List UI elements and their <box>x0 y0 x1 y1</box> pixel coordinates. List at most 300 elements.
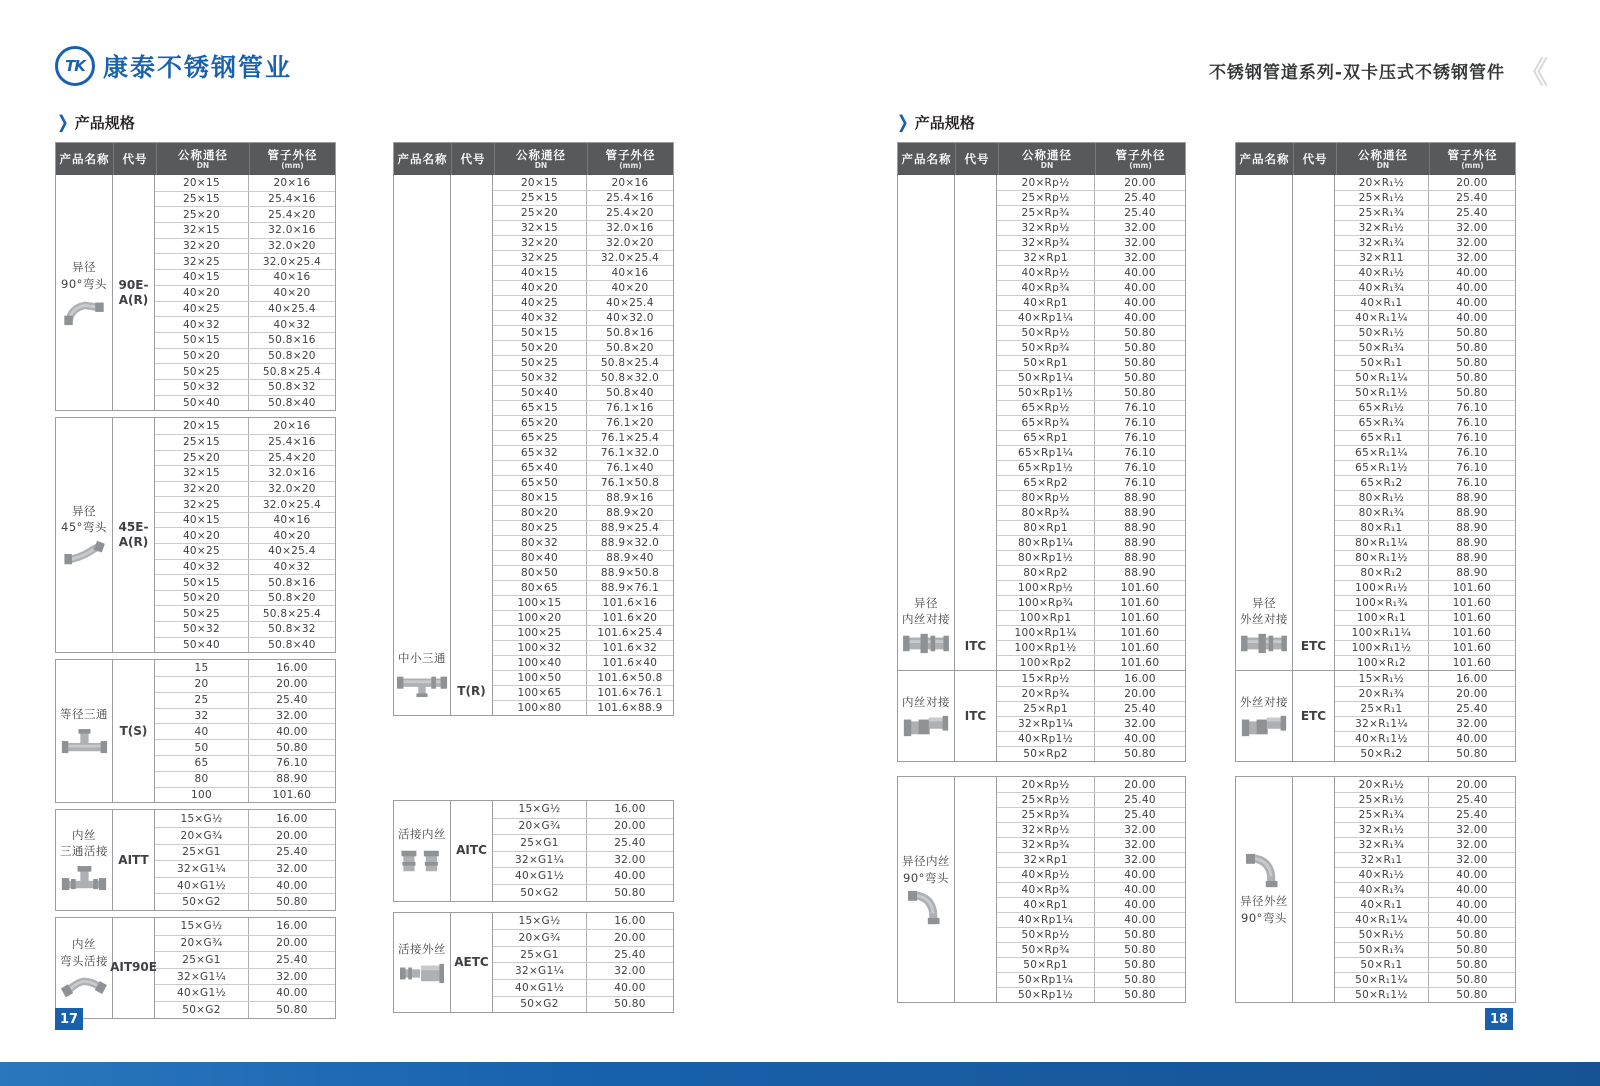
od-cell: 101.60 <box>1452 657 1492 669</box>
od-cell: 32.0×16 <box>268 467 316 480</box>
od-cell: 50.80 <box>1456 357 1488 369</box>
spec-row <box>493 979 673 996</box>
dn-cell: 32 <box>155 709 249 724</box>
od-cell: 25.40 <box>1124 192 1156 204</box>
od-cell: 32.00 <box>1124 222 1156 234</box>
spec-row <box>493 818 673 835</box>
spec-row <box>155 918 335 935</box>
spec-row <box>155 739 335 755</box>
od-cell: 101.60 <box>1120 612 1160 624</box>
spec-row <box>493 851 673 868</box>
header-label: 公称通径 <box>1022 147 1073 162</box>
od-cell: 16.00 <box>1124 672 1156 685</box>
dn-cell: 65×R₁1½ <box>1335 461 1429 475</box>
spec-row <box>1335 701 1515 716</box>
header-label: 公称通径 <box>1357 147 1408 162</box>
spec-row <box>997 987 1185 1002</box>
dn-cell: 100×Rp¾ <box>997 596 1095 610</box>
od-cell: 25.40 <box>1456 207 1488 219</box>
od-cell: 76.10 <box>1456 462 1488 474</box>
spec-rows <box>997 777 1185 1002</box>
od-cell: 76.10 <box>1456 402 1488 414</box>
spec-row <box>155 434 335 450</box>
dn-cell: 100×15 <box>493 596 587 610</box>
spec-row <box>155 590 335 606</box>
od-cell: 32.0×25.4 <box>262 498 322 511</box>
product-image-union-male <box>398 962 446 984</box>
spec-rows <box>1335 671 1515 761</box>
dn-cell: 40 <box>155 724 249 739</box>
spec-row <box>493 370 673 385</box>
spec-row <box>1335 822 1515 837</box>
dn-cell: 32×Rp1 <box>997 853 1095 867</box>
od-cell: 25.40 <box>1456 794 1488 806</box>
spec-row <box>997 325 1185 340</box>
od-cell: 16.00 <box>276 662 308 675</box>
spec-row <box>997 415 1185 430</box>
dn-cell: 25×G1 <box>493 835 587 851</box>
spec-row <box>493 834 673 851</box>
spec-row <box>493 962 673 979</box>
dn-cell: 40×25 <box>155 544 249 559</box>
dn-cell: 25×G1 <box>155 845 249 861</box>
product-name-cell <box>56 418 113 652</box>
header-cell <box>56 143 113 175</box>
spec-row <box>155 269 335 285</box>
spec-rows <box>155 418 335 652</box>
spec-row <box>1335 957 1515 972</box>
od-cell: 20.00 <box>276 937 308 950</box>
od-cell: 88.90 <box>1456 552 1488 564</box>
dn-cell: 15×Rp½ <box>997 671 1095 686</box>
product-name-line: 异径 <box>71 503 96 518</box>
od-cell: 20.00 <box>1124 176 1156 189</box>
page-number-right: 18 <box>1485 1008 1513 1030</box>
dn-cell: 40×32 <box>493 311 587 325</box>
bottom-bar <box>0 1062 1600 1086</box>
spec-row <box>155 860 335 877</box>
dn-cell: 50×Rp¾ <box>997 341 1095 355</box>
dn-cell: 40×R₁¾ <box>1335 883 1429 897</box>
dn-cell: 40×R₁½ <box>1335 266 1429 280</box>
table-header-row <box>1236 143 1515 175</box>
spec-row <box>493 175 673 190</box>
spec-table <box>55 142 336 411</box>
product-name-line: 异径内丝 <box>902 853 950 868</box>
spec-row <box>1335 460 1515 475</box>
dn-cell: 50×R₁1½ <box>1335 988 1429 1002</box>
spec-row <box>1335 640 1515 655</box>
header-label: 公称通径 <box>515 147 566 162</box>
od-cell: 40×32 <box>273 560 311 573</box>
spec-rows <box>493 801 673 901</box>
header-label: 代号 <box>460 151 486 166</box>
product-name-line: 90°弯头 <box>903 870 949 885</box>
od-cell: 50.80 <box>1456 327 1488 339</box>
od-cell: 20.00 <box>276 829 308 842</box>
spec-row <box>1335 912 1515 927</box>
product-block <box>56 418 335 652</box>
od-cell: 50.80 <box>1124 944 1156 956</box>
product-name <box>1240 595 1288 628</box>
dn-cell: 15 <box>155 660 249 676</box>
dn-cell: 32×25 <box>155 497 249 512</box>
od-cell: 32.0×25.4 <box>262 255 322 268</box>
spec-row <box>155 676 335 692</box>
od-cell: 16.00 <box>276 920 308 933</box>
spec-row <box>1335 475 1515 490</box>
spec-row <box>493 610 673 625</box>
dn-cell: 40×25 <box>493 296 587 310</box>
od-cell: 88.90 <box>1456 507 1488 519</box>
product-name-line: 内丝 <box>72 937 96 952</box>
spec-row <box>493 550 673 565</box>
dn-cell: 40×20 <box>155 286 249 301</box>
header-sublabel: DN <box>534 160 548 170</box>
od-cell: 76.10 <box>1124 462 1156 474</box>
product-name-line: 外丝对接 <box>1240 694 1288 709</box>
od-cell: 50.8×16 <box>268 576 316 589</box>
dn-cell: 50×20 <box>155 591 249 606</box>
dn-cell: 50×Rp1 <box>997 356 1095 370</box>
dn-cell: 25×R₁¾ <box>1335 808 1429 822</box>
od-cell: 50.8×40 <box>268 396 316 409</box>
dn-cell: 65×Rp1½ <box>997 461 1095 475</box>
dn-cell: 65×R₁1 <box>1335 431 1429 445</box>
od-cell: 32.00 <box>1456 718 1488 730</box>
spec-row <box>997 190 1185 205</box>
dn-cell: 50×15 <box>155 575 249 590</box>
dn-cell: 65×40 <box>493 461 587 475</box>
product-name-cell <box>394 801 451 901</box>
spec-row <box>155 893 335 910</box>
dn-cell: 50×32 <box>155 622 249 637</box>
od-cell: 101.6×32 <box>602 642 658 654</box>
dn-cell: 25×20 <box>155 451 249 466</box>
dn-cell: 20 <box>155 677 249 692</box>
spec-row <box>1335 340 1515 355</box>
spec-row <box>997 807 1185 822</box>
spec-rows <box>1335 777 1515 1002</box>
dn-cell: 65×Rp1¼ <box>997 446 1095 460</box>
product-name <box>60 936 108 969</box>
product-code-line: AETC <box>454 954 489 969</box>
spec-column-1 <box>55 142 336 1019</box>
dn-cell: 32×R11 <box>1335 251 1429 265</box>
product-image-threaded-elbow-90 <box>906 890 946 926</box>
dn-cell: 25×R₁½ <box>1335 191 1429 205</box>
spec-row <box>1335 400 1515 415</box>
od-cell: 76.10 <box>1456 477 1488 489</box>
spec-row <box>997 220 1185 235</box>
header-cell <box>1236 143 1293 175</box>
od-cell: 101.60 <box>1452 627 1492 639</box>
spec-row <box>155 527 335 543</box>
spec-row <box>493 235 673 250</box>
product-name <box>60 706 108 723</box>
product-code-line: 90E- <box>118 277 149 292</box>
od-cell: 40.00 <box>1124 884 1156 896</box>
header-label: 管子外径 <box>1447 147 1498 162</box>
product-block <box>394 801 673 901</box>
od-cell: 40×25.4 <box>268 545 316 558</box>
od-cell: 50.80 <box>1456 342 1488 354</box>
od-cell: 50.80 <box>276 896 308 909</box>
dn-cell: 25×15 <box>493 191 587 205</box>
product-code-cell <box>110 918 157 1018</box>
od-cell: 16.00 <box>614 803 646 816</box>
product-name-line: 活接内丝 <box>398 827 446 842</box>
spec-row <box>155 877 335 894</box>
od-cell: 88.90 <box>1456 492 1488 504</box>
product-code-line: A(R) <box>118 292 149 307</box>
product-block <box>1236 670 1515 761</box>
dn-cell: 65×15 <box>493 401 587 415</box>
product-name-cell <box>898 175 955 670</box>
dn-cell: 40×Rp½ <box>997 266 1095 280</box>
od-cell: 50.80 <box>1456 974 1488 986</box>
dn-cell: 80×25 <box>493 521 587 535</box>
spec-table <box>1235 142 1516 762</box>
product-code-line: ETC <box>1300 708 1327 723</box>
spec-column-2 <box>393 142 674 1013</box>
spec-row <box>997 716 1185 731</box>
dn-cell: 100×R₁½ <box>1335 581 1429 595</box>
spec-row <box>493 460 673 475</box>
od-cell: 40.00 <box>1456 733 1488 745</box>
spec-row <box>1335 265 1515 280</box>
od-cell: 25.40 <box>614 836 646 849</box>
spec-row <box>493 265 673 280</box>
dn-cell: 32×Rp¾ <box>997 236 1095 250</box>
dn-cell: 65×Rp2 <box>997 476 1095 490</box>
product-image-female-union <box>1239 632 1289 654</box>
dn-cell: 40×25 <box>155 302 249 317</box>
product-code-cell <box>451 801 493 901</box>
spec-row <box>1335 972 1515 987</box>
dn-cell: 50×R₁¾ <box>1335 943 1429 957</box>
od-cell: 76.1×50.8 <box>600 477 660 489</box>
brand-logo-text: 康泰不锈钢管业 <box>103 53 293 82</box>
dn-cell: 80×Rp2 <box>997 566 1095 580</box>
dn-cell: 32×Rp½ <box>997 221 1095 235</box>
od-cell: 50.80 <box>1124 974 1156 986</box>
od-cell: 32.00 <box>614 853 646 866</box>
dn-cell: 32×G1¼ <box>155 861 249 877</box>
od-cell: 32.0×20 <box>268 482 316 495</box>
spec-row <box>493 355 673 370</box>
od-cell: 40×20 <box>273 287 311 300</box>
spec-row <box>997 400 1185 415</box>
dn-cell: 80×50 <box>493 566 587 580</box>
od-cell: 40.00 <box>1456 267 1488 279</box>
od-cell: 50.8×25.4 <box>600 357 660 369</box>
od-cell: 32.0×20 <box>268 240 316 253</box>
spec-row <box>493 580 673 595</box>
dn-cell: 80×R₁1½ <box>1335 551 1429 565</box>
od-cell: 76.1×32.0 <box>600 447 660 459</box>
od-cell: 20.00 <box>1456 778 1488 791</box>
dn-cell: 50×Rp¾ <box>997 943 1095 957</box>
spec-table <box>55 809 336 911</box>
product-code-line: 45E- <box>118 520 149 535</box>
dn-cell: 100×Rp1¼ <box>997 626 1095 640</box>
header-cell <box>587 143 673 175</box>
od-cell: 76.10 <box>276 757 308 770</box>
od-cell: 50.80 <box>276 741 308 754</box>
spec-row <box>155 191 335 207</box>
od-cell: 50.80 <box>1124 748 1156 760</box>
spec-row <box>1335 370 1515 385</box>
product-image-elbow-90 <box>62 296 106 326</box>
od-cell: 50.8×32 <box>268 381 316 394</box>
od-cell: 50.8×32 <box>268 623 316 636</box>
spec-row <box>155 238 335 254</box>
dn-cell: 15×G½ <box>155 810 249 827</box>
dn-cell: 32×20 <box>155 482 249 497</box>
product-name-cell <box>1236 671 1293 761</box>
product-code-cell <box>955 175 997 670</box>
spec-row <box>493 535 673 550</box>
spec-row <box>1335 175 1515 190</box>
od-cell: 32.00 <box>1456 222 1488 234</box>
spec-rows <box>493 175 673 715</box>
product-image-female-union <box>901 632 951 654</box>
dn-cell: 25×R₁½ <box>1335 793 1429 807</box>
dn-cell: 100×R₁1 <box>1335 611 1429 625</box>
od-cell: 101.60 <box>1452 582 1492 594</box>
spec-row <box>155 574 335 590</box>
spec-row <box>997 340 1185 355</box>
dn-cell: 20×R₁¾ <box>1335 687 1429 701</box>
product-block <box>394 913 673 1013</box>
od-cell: 50.80 <box>1456 929 1488 941</box>
spec-column-4 <box>1235 142 1516 1003</box>
dn-cell: 40×15 <box>155 513 249 528</box>
spec-row <box>493 505 673 520</box>
od-cell: 88.90 <box>1124 522 1156 534</box>
section-title-left <box>57 112 135 133</box>
corner-chevron-icon: 《 <box>1518 56 1548 91</box>
dn-cell: 20×Rp¾ <box>997 687 1095 701</box>
od-cell: 88.90 <box>1124 507 1156 519</box>
dn-cell: 40×15 <box>155 270 249 285</box>
spec-row <box>997 580 1185 595</box>
dn-cell: 100×20 <box>493 611 587 625</box>
dn-cell: 50×Rp½ <box>997 326 1095 340</box>
od-cell: 25.40 <box>1124 809 1156 821</box>
spec-row <box>1335 490 1515 505</box>
od-cell: 76.10 <box>1456 447 1488 459</box>
od-cell: 32.00 <box>276 862 308 875</box>
od-cell: 40.00 <box>1456 884 1488 896</box>
spec-row <box>155 418 335 434</box>
spec-row <box>1335 987 1515 1002</box>
spec-row <box>1335 867 1515 882</box>
od-cell: 32.00 <box>1456 839 1488 851</box>
dn-cell: 40×G1½ <box>155 985 249 1001</box>
spec-row <box>997 235 1185 250</box>
spec-row <box>155 332 335 348</box>
od-cell: 20.00 <box>1456 176 1488 189</box>
dn-cell: 32×15 <box>155 223 249 238</box>
section-chevron-icon: ❯ <box>897 112 909 133</box>
od-cell: 40.00 <box>276 725 308 738</box>
od-cell: 40×16 <box>611 267 649 279</box>
spec-row <box>493 400 673 415</box>
spec-row <box>493 655 673 670</box>
spec-row <box>1335 731 1515 746</box>
dn-cell: 80×20 <box>493 506 587 520</box>
dn-cell: 80×40 <box>493 551 587 565</box>
od-cell: 40.00 <box>276 879 308 892</box>
product-block <box>394 175 673 715</box>
od-cell: 76.10 <box>1124 417 1156 429</box>
spec-row <box>997 550 1185 565</box>
od-cell: 88.90 <box>276 773 308 786</box>
spec-rows <box>493 913 673 1013</box>
od-cell: 40.00 <box>1124 282 1156 294</box>
spec-row <box>1335 520 1515 535</box>
od-cell: 20×16 <box>273 176 311 189</box>
product-name-line: 内丝对接 <box>902 612 950 627</box>
dn-cell: 40×R₁1 <box>1335 296 1429 310</box>
dn-cell: 40×R₁1¼ <box>1335 311 1429 325</box>
od-cell: 40×32 <box>273 318 311 331</box>
spec-row <box>997 175 1185 190</box>
od-cell: 101.60 <box>1452 642 1492 654</box>
product-name-cell <box>56 175 113 410</box>
dn-cell: 40×Rp1¼ <box>997 913 1095 927</box>
dn-cell: 50×G2 <box>155 1002 249 1018</box>
od-cell: 40.00 <box>1456 282 1488 294</box>
od-cell: 101.60 <box>1452 612 1492 624</box>
product-code-cell <box>113 175 155 410</box>
spec-row <box>493 946 673 963</box>
od-cell: 32.00 <box>276 710 308 722</box>
spec-row <box>493 913 673 930</box>
product-name-cell <box>56 660 113 802</box>
dn-cell: 32×20 <box>493 236 587 250</box>
spec-row <box>493 867 673 884</box>
od-cell: 25.40 <box>1124 207 1156 219</box>
dn-cell: 25×G1 <box>493 947 587 963</box>
section-title-text: 产品规格 <box>74 114 135 132</box>
od-cell: 32.00 <box>276 970 308 983</box>
dn-cell: 50×Rp1½ <box>997 386 1095 400</box>
od-cell: 50.80 <box>1124 929 1156 941</box>
spec-rows <box>1335 175 1515 670</box>
spec-row <box>155 222 335 238</box>
od-cell: 25.4×16 <box>606 192 654 204</box>
product-name-cell <box>56 810 113 910</box>
spec-row <box>997 655 1185 670</box>
spec-row <box>155 379 335 395</box>
header-cell <box>1336 143 1429 175</box>
od-cell: 32.0×20 <box>606 237 654 249</box>
dn-cell: 50×G2 <box>493 885 587 901</box>
dn-cell: 80×R₁2 <box>1335 566 1429 580</box>
dn-cell: 50×Rp2 <box>997 747 1095 761</box>
od-cell: 25.4×20 <box>606 207 654 219</box>
spec-row <box>155 316 335 332</box>
product-code-line: T(S) <box>119 723 148 738</box>
od-cell: 76.1×25.4 <box>600 432 660 444</box>
spec-row <box>493 190 673 205</box>
od-cell: 101.60 <box>272 788 312 801</box>
spec-row <box>1335 580 1515 595</box>
spec-row <box>493 220 673 235</box>
